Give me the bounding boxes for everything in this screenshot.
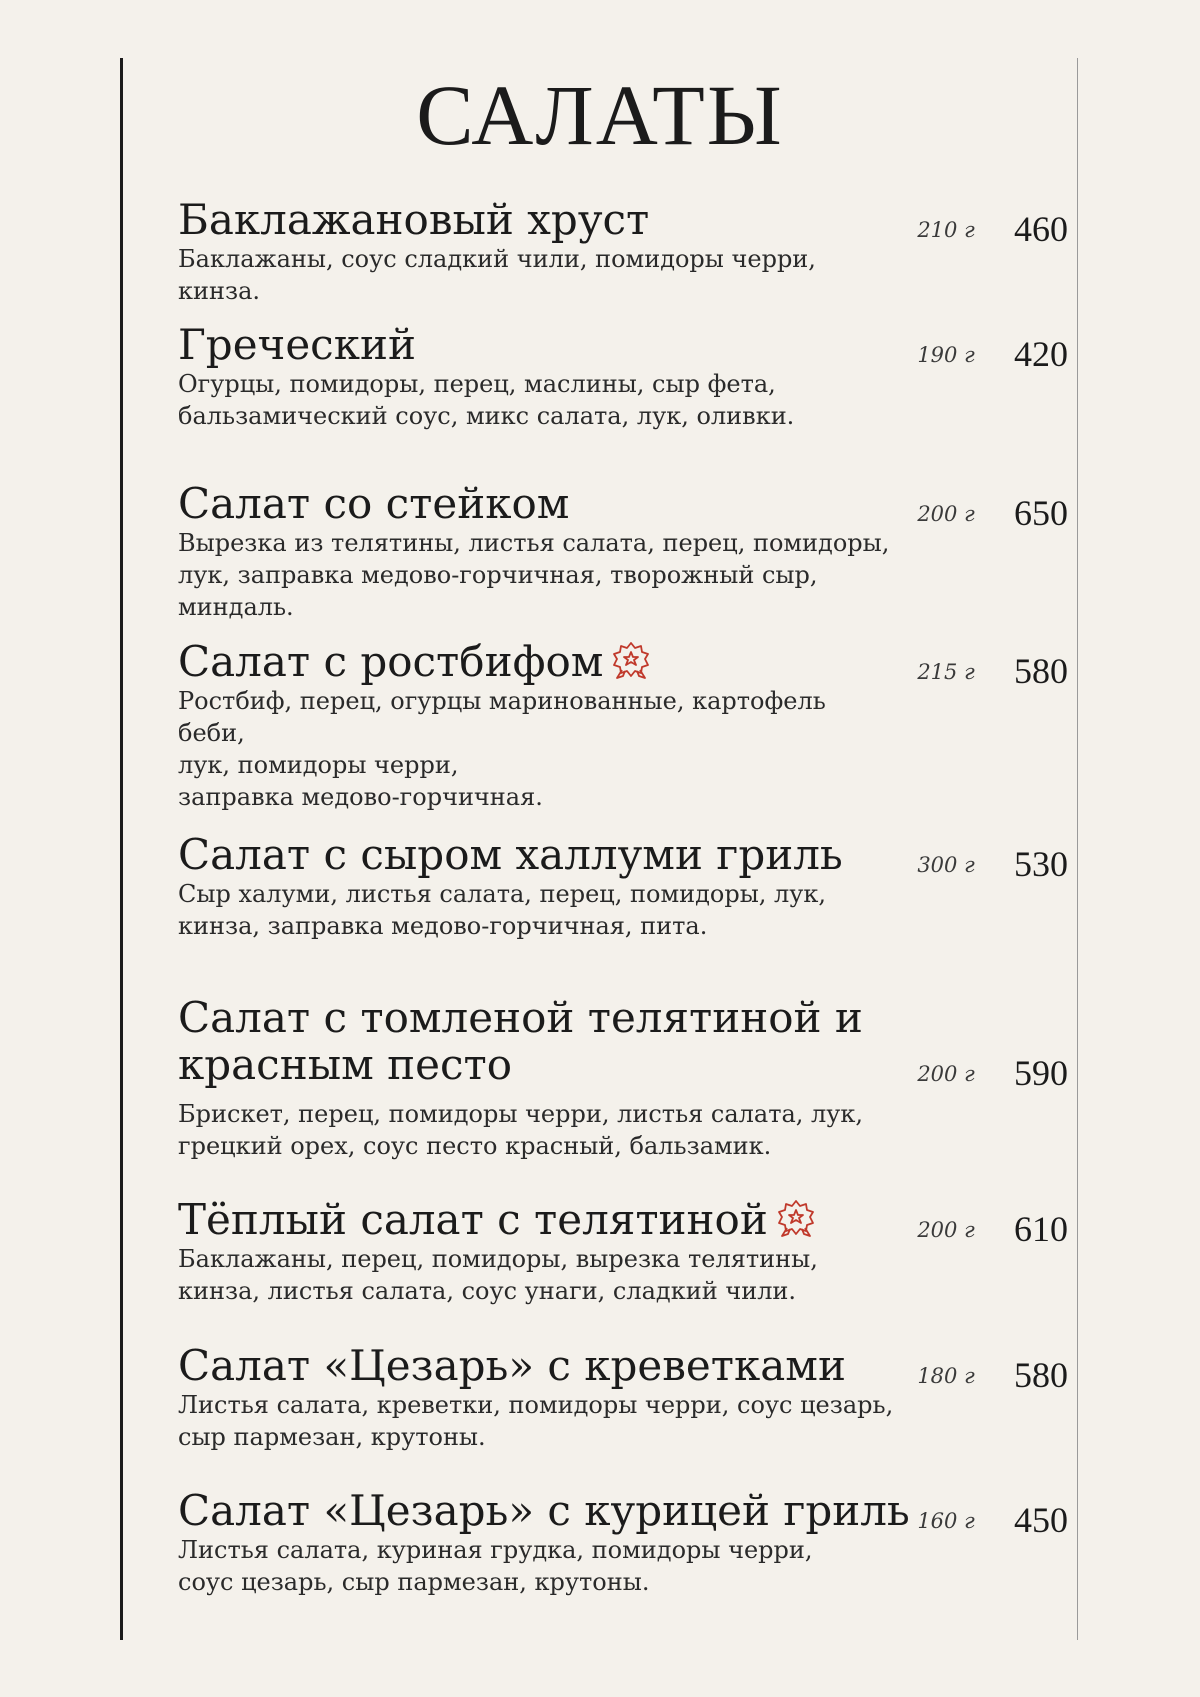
item-price: 580 — [1014, 651, 1068, 691]
menu-item — [178, 479, 1068, 623]
item-weight: 160 г — [917, 1509, 975, 1533]
item-name: Салат «Цезарь» с курицей гриль — [178, 1486, 910, 1535]
item-description: Сыр халуми, листья салата, перец, помидоры, лук, кинза, заправка медово-горчичная, пита. — [178, 880, 827, 940]
item-price: 590 — [1014, 1053, 1068, 1093]
menu-item — [178, 993, 1068, 1162]
menu-item — [178, 1486, 1068, 1598]
item-name: Тёплый салат с телятиной — [178, 1195, 768, 1244]
item-description: Огурцы, помидоры, перец, маслины, сыр фета, бальзамический соус, микс салата, лук, оливки. — [178, 370, 795, 430]
item-weight: 200 г — [917, 1218, 975, 1242]
left-border-rule — [120, 58, 123, 1640]
item-name-row — [178, 1196, 898, 1243]
item-description: Листья салата, креветки, помидоры черри, соус цезарь, сыр пармезан, крутоны. — [178, 1391, 894, 1451]
item-name: Салат с ростбифом — [178, 637, 604, 686]
item-weight: 210 г — [917, 218, 975, 242]
item-description: Листья салата, куриная грудка, помидоры черри, соус цезарь, сыр пармезан, крутоны. — [178, 1536, 813, 1596]
item-weight: 190 г — [917, 343, 975, 367]
right-border-rule — [1077, 58, 1078, 1640]
award-rosette-icon — [776, 1198, 816, 1238]
item-weight: 300 г — [917, 853, 975, 877]
item-name-row — [178, 638, 898, 685]
item-description: Баклажаны, соус сладкий чили, помидоры черри, кинза. — [178, 245, 816, 305]
item-price: 530 — [1014, 844, 1068, 884]
award-rosette-icon — [611, 640, 651, 680]
item-name: Греческий — [178, 320, 416, 369]
item-weight: 180 г — [917, 1364, 975, 1388]
item-weight: 200 г — [917, 502, 975, 526]
item-weight: 200 г — [917, 1062, 975, 1086]
item-name: Салат со стейком — [178, 479, 570, 528]
item-name: Салат с сыром халлуми гриль — [178, 830, 843, 879]
menu-item — [178, 1195, 1068, 1307]
page-title: САЛАТЫ — [416, 67, 784, 163]
menu-item — [178, 1341, 1068, 1453]
item-name: Салат с томленой телятиной и красным песто — [178, 993, 863, 1089]
item-price: 580 — [1014, 1355, 1068, 1395]
item-price: 460 — [1014, 209, 1068, 249]
item-description: Вырезка из телятины, листья салата, перец, помидоры, лук, заправка медово-горчичная, творожный сыр, миндаль. — [178, 529, 890, 621]
menu-item — [178, 637, 1068, 813]
menu-item — [178, 830, 1068, 942]
item-name: Баклажановый хруст — [178, 195, 650, 244]
item-price: 420 — [1014, 334, 1068, 374]
item-name: Салат «Цезарь» с креветками — [178, 1341, 846, 1390]
menu-item — [178, 320, 1068, 432]
item-price: 650 — [1014, 493, 1068, 533]
item-description: Баклажаны, перец, помидоры, вырезка телятины, кинза, листья салата, соус унаги, сладкий чили. — [178, 1245, 818, 1305]
menu-item — [178, 195, 1068, 307]
item-description: Ростбиф, перец, огурцы маринованные, картофель беби, лук, помидоры черри, заправка медово-горчичная. — [178, 687, 826, 811]
item-price: 610 — [1014, 1209, 1068, 1249]
item-weight: 215 г — [917, 660, 975, 684]
item-price: 450 — [1014, 1500, 1068, 1540]
item-description: Брискет, перец, помидоры черри, листья салата, лук, грецкий орех, соус песто красный, бальзамик. — [178, 1100, 864, 1160]
